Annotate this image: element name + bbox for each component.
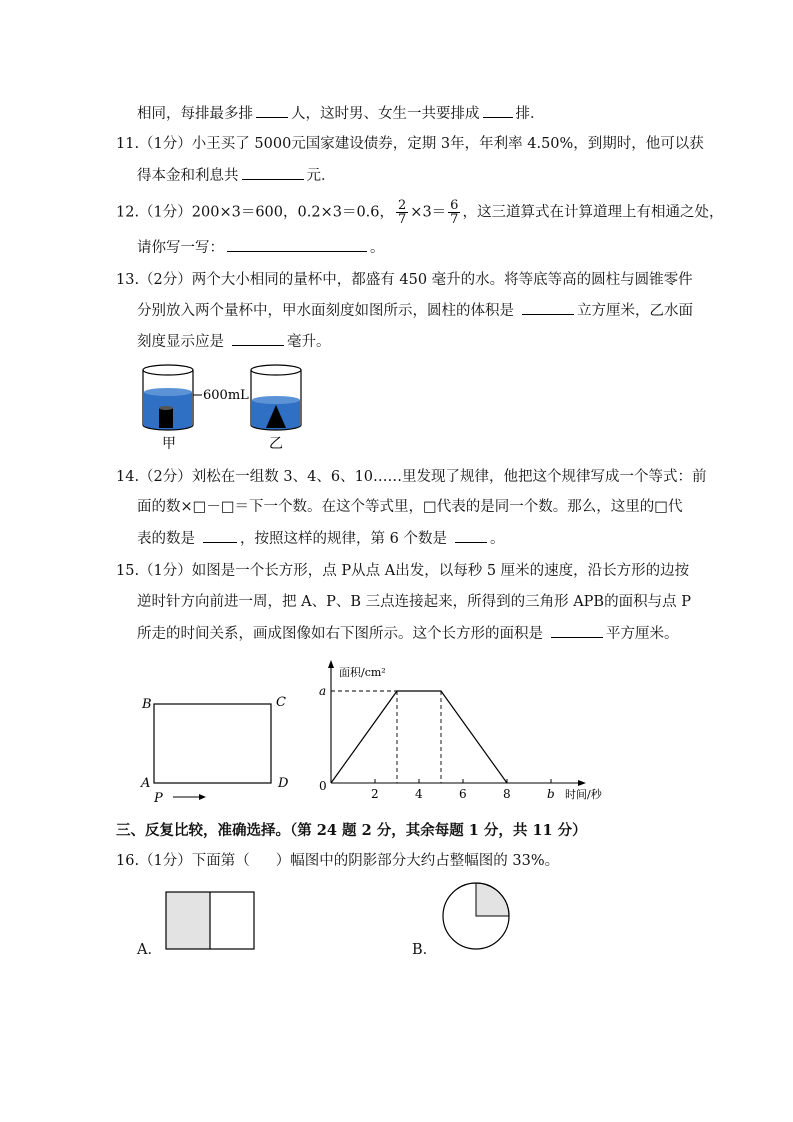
q12-text-a: 12.（1分）200×3＝600，0.2×3＝0.6， (116, 204, 395, 221)
q15-blank[interactable] (551, 623, 603, 638)
cup-jia (143, 365, 202, 430)
q12-text-mid: ×3＝ (410, 204, 447, 221)
q13-text-a: 分别放入两个量杯中，甲水面刻度如图所示，圆柱的体积是 (137, 303, 514, 319)
q16-text-b: ）幅图中的阴影部分大约占整幅图的 33%。 (275, 853, 560, 869)
q15-line-2: 逆时针方向前进一周，把 A、P、B 三点连接起来，所得到的三角形 APB的面积与点 P (137, 594, 691, 610)
q11-blank[interactable] (242, 165, 304, 180)
q14-blank-2[interactable] (455, 528, 487, 543)
option-a-shaded-half (166, 892, 210, 949)
graph-origin-label: 0 (319, 779, 327, 793)
q12-line-1 (116, 199, 723, 226)
q13-blank-2[interactable] (232, 331, 284, 346)
q11-line-1: 11.（1分）小王买了 5000元国家建设债券，定期 3年，年利率 4.50%，到期时，他可以获 (116, 136, 704, 152)
vertex-d-label: D (278, 776, 289, 791)
graph-x-label: 时间/秒 (565, 788, 602, 801)
option-b-figure (440, 880, 514, 954)
q14-text-c: 。 (489, 531, 505, 547)
section-3-title: 三、反复比较，准确选择。 (116, 822, 290, 839)
option-b-label[interactable]: B． (412, 942, 438, 958)
q11-text-b: 元． (306, 168, 336, 184)
x-tick-label: 6 (459, 787, 467, 801)
graph-y-label: 面积/cm² (339, 666, 386, 679)
q12-fraction-2 (448, 199, 460, 226)
cup-jia-mark-label: 600mL (203, 388, 249, 403)
x-tick-label: 8 (503, 787, 511, 801)
q13-text-c: 刻度显示应是 (137, 334, 224, 350)
q10-blank-2[interactable] (483, 103, 513, 118)
q12-f1-denominator: 7 (398, 212, 407, 227)
q11-text-a: 得本金和利息共 (137, 168, 239, 184)
x-axis-arrow-icon (578, 780, 586, 786)
graph-guides (331, 691, 441, 783)
q10-text-a: 相同，每排最多排 (137, 106, 253, 122)
q12-f1-numerator: 2 (398, 198, 407, 213)
q12-text-b: ，这三道算式在计算道理上有相通之处， (462, 204, 724, 221)
vertex-b-label: B (142, 697, 152, 712)
option-a-label[interactable]: A． (137, 942, 162, 958)
section-3-header (116, 821, 587, 841)
q13-line-3 (137, 331, 331, 352)
q13-text-d: 毫升。 (287, 334, 331, 350)
graph-ticks (371, 779, 555, 801)
graph-area-line (331, 691, 507, 783)
x-tick-label: b (547, 787, 555, 801)
q14-line-1: 14.（2分）刘松在一组数 3、4、6、10……里发现了规律，他把这个规律写成一个等式：前 (116, 469, 707, 485)
q14-blank-1[interactable] (203, 528, 237, 543)
cup-yi-label: 乙 (269, 436, 283, 452)
q12-blank[interactable] (227, 237, 367, 252)
q16-text-a: 16.（1分）下面第（ (116, 853, 250, 869)
x-tick-label: 4 (415, 787, 423, 801)
q14-text-a: 表的数是 (137, 531, 195, 547)
q12-line-2 (137, 237, 385, 258)
rectangle-abcd (154, 704, 271, 783)
point-p-label: P (154, 791, 163, 805)
q16-line (116, 851, 559, 871)
q13-blank-1[interactable] (522, 300, 574, 315)
area-time-graph (310, 658, 640, 803)
q13-line-1: 13.（2分）两个大小相同的量杯中，都盛有 450 毫升的水。将等底等高的圆柱与圆锥零件 (116, 272, 693, 288)
section-3-note: （第 24 题 2 分，其余每题 1 分，共 11 分） (290, 822, 587, 839)
measuring-cups-figure (140, 362, 320, 452)
q13-line-2 (137, 300, 693, 321)
vertex-c-label: C (276, 695, 286, 710)
q14-text-b: ，按照这样的规律，第 6 个数是 (240, 531, 447, 547)
q10-text-c: 排． (515, 106, 545, 122)
q12-fraction-1 (396, 199, 408, 226)
q15-line-3 (137, 623, 679, 644)
q11-line-2 (137, 165, 336, 186)
arrow-right-icon (199, 794, 206, 800)
q10-blank-1[interactable] (256, 103, 288, 118)
rectangle-figure (138, 690, 298, 805)
q12-text-prompt: 请你写一写： (137, 240, 224, 256)
q15-line-1: 15.（1分）如图是一个长方形，点 P从点 A出发，以每秒 5 厘米的速度，沿长方形的边按 (116, 563, 690, 579)
option-a-figure (164, 890, 258, 952)
q10-continuation (137, 103, 545, 124)
q12-f2-denominator: 7 (450, 212, 459, 227)
q12-f2-numerator: 6 (450, 198, 459, 213)
q13-text-b: 立方厘米，乙水面 (577, 303, 693, 319)
vertex-a-label: A (141, 776, 151, 791)
q14-line-2: 面的数×□－□＝下一个数。在这个等式里，□代表的是同一个数。那么，这里的□代 (137, 499, 683, 515)
cup-yi (251, 365, 301, 430)
x-tick-label: 2 (371, 787, 379, 801)
q15-text-b: 平方厘米。 (606, 626, 679, 642)
q14-line-3 (137, 528, 504, 549)
cylinder-part (159, 408, 173, 428)
q12-text-end: 。 (370, 240, 385, 256)
y-axis-arrow-icon (328, 660, 334, 668)
cup-jia-label: 甲 (162, 436, 176, 452)
q15-text-a: 所走的时间关系，画成图像如右下图所示。这个长方形的面积是 (137, 626, 543, 642)
q10-text-b: 人，这时男、女生一共要排成 (291, 106, 480, 122)
graph-y-a-label: a (319, 684, 327, 698)
